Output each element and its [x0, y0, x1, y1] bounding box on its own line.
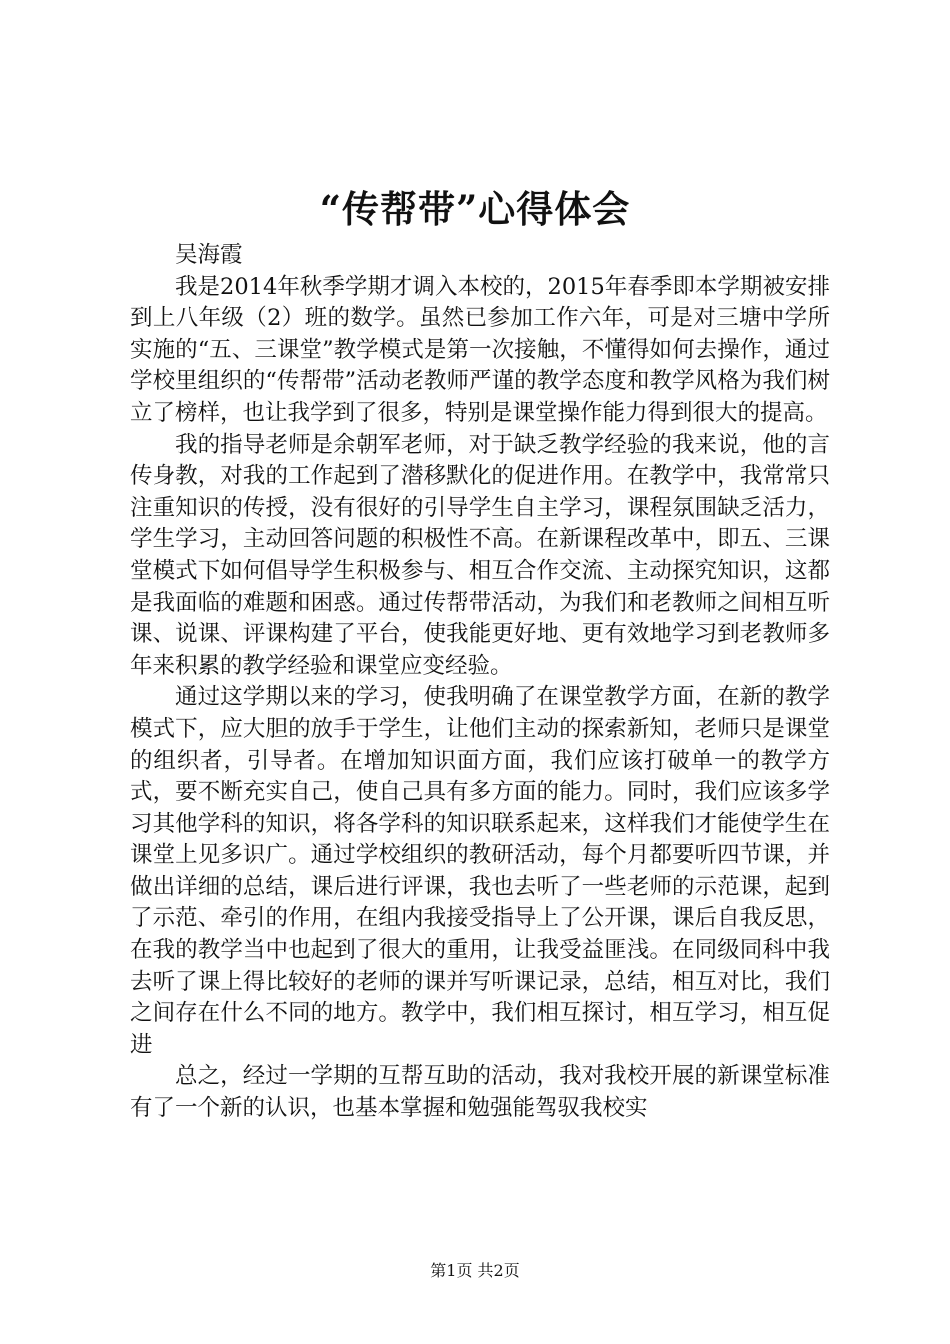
document-body: [130, 240, 830, 1125]
paragraph-1: 我是2014年秋季学期才调入本校的，2015年春季即本学期被安排到上八年级（2）班的数学。虽然已参加工作六年，可是对三塘中学所实施的“五、三课堂”教学模式是第一次接触，不懂得如何去操作，通过学校里组织的“传帮带”活动老教师严谨的教学态度和教学风格为我们树立了榜样，也让我学到了很多，特别是课堂操作能力得到很大的提高。: [130, 273, 830, 426]
paragraph-2: 我的指导老师是余朝军老师，对于缺乏教学经验的我来说，他的言传身教，对我的工作起到了潜移默化的促进作用。在教学中，我常常只注重知识的传授，没有很好的引导学生自主学习，课程氛围缺乏活力，学生学习，主动回答问题的积极性不高。在新课程改革中，即五、三课堂模式下如何倡导学生积极参与、相互合作交流、主动探究知识，这都是我面临的难题和困惑。通过传帮带活动，为我们和老教师之间相互听课、说课、评课构建了平台，使我能更好地、更有效地学习到老教师多年来积累的教学经验和课堂应变经验。: [130, 431, 830, 679]
paragraph-4: 总之，经过一学期的互帮互助的活动，我对我校开展的新课堂标准有了一个新的认识，也基本掌握和勉强能驾驭我校实: [130, 1063, 830, 1122]
page-footer: 第1页 共2页: [430, 1261, 520, 1280]
document-title: “传帮带”心得体会: [319, 187, 631, 231]
paragraph-3: 通过这学期以来的学习，使我明确了在课堂教学方面，在新的教学模式下，应大胆的放手于学生，让他们主动的探索新知，老师只是课堂的组织者，引导者。在增加知识面方面，我们应该打破单一的教学方式，要不断充实自己，使自己具有多方面的能力。同时，我们应该多学习其他学科的知识，将各学科的知识联系起来，这样我们才能使学生在课堂上见多识广。通过学校组织的教研活动，每个月都要听四节课，并做出详细的总结，课后进行评课，我也去听了一些老师的示范课，起到了示范、牵引的作用，在组内我接受指导上了公开课，课后自我反思，在我的教学当中也起到了很大的重用，让我受益匪浅。在同级同科中我去听了课上得比较好的老师的课并写听课记录，总结，相互对比，我们之间存在什么不同的地方。教学中，我们相互探讨，相互学习，相互促进: [130, 684, 830, 1058]
author-line: 吴海霞: [175, 242, 243, 268]
